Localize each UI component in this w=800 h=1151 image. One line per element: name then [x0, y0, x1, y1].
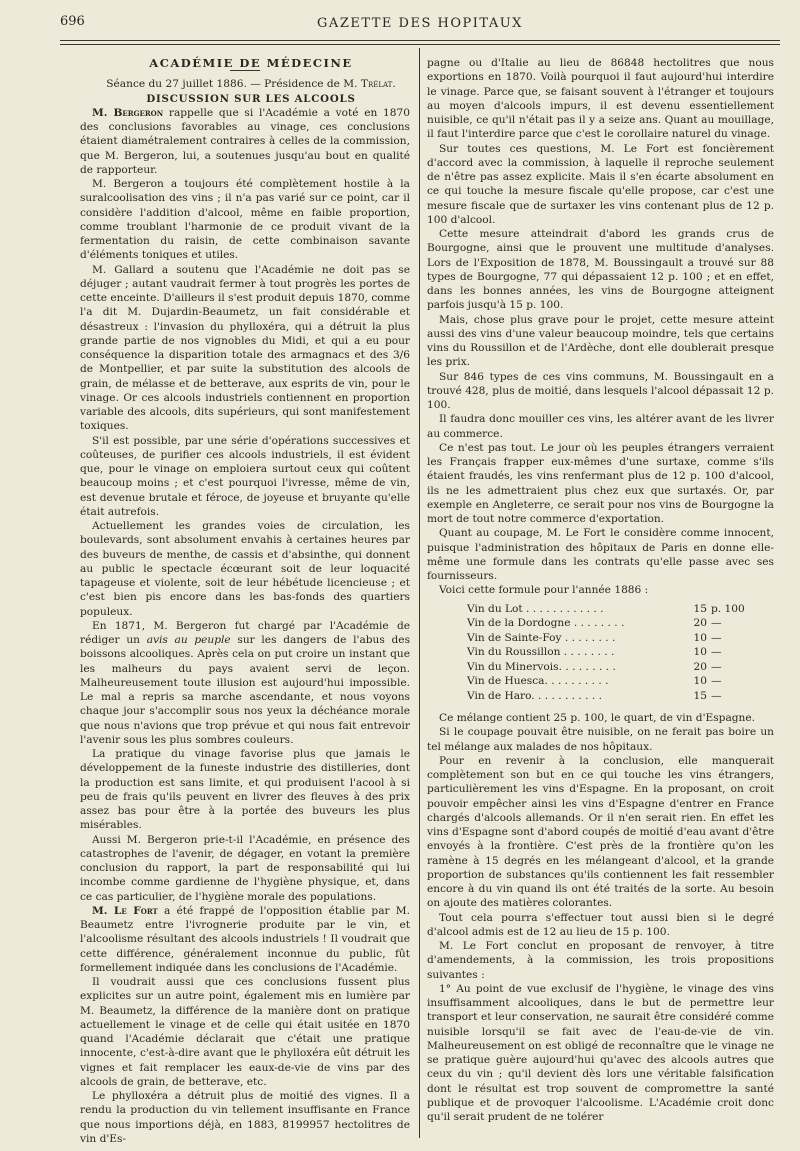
session-end: .: [392, 78, 396, 91]
header-rule-thin: [60, 44, 780, 45]
paragraph: M. Bergeron a toujours été complètement hostile à la suralcoolisation des vins ; il n'a pas varié sur ce point, car il considère l'addition d'alcool, même en faible proportion, comme troublant l'harmonie de ce produit vivant de la fermentation du raisin, de cette combinaison savante d'éléments toniques et utiles.: [80, 178, 410, 262]
paragraph: Sur 846 types de ces vins communs, M. Boussingault en a trouvé 428, plus de moitié, dans lesquels l'alcool dépassait 12 p. 100.: [427, 370, 774, 411]
running-title: GAZETTE DES HOPITAUX: [317, 16, 523, 31]
paragraph: [80, 106, 410, 177]
paragraph: Si le coupage pouvait être nuisible, on ne ferait pas boire un tel mélange aux malades de nos hôpitaux.: [427, 726, 774, 753]
wine-unit: —: [711, 660, 722, 673]
paragraph: [80, 619, 410, 747]
wine-name: Vin du Lot . . . . . . . . . . . .: [467, 602, 604, 615]
wine-unit: —: [711, 675, 722, 687]
wine-share: 10: [693, 631, 707, 644]
speaker-name: M. Bergeron: [92, 106, 164, 119]
paragraph: M. Le Fort conclut en proposant de renvoyer, à titre d'amendements, à la commission, les trois propositions suivantes :: [427, 940, 774, 981]
wine-share: 10: [693, 675, 707, 687]
discussion-title: DISCUSSION SUR LES ALCOOLS: [146, 92, 356, 105]
wine-name: Vin de Haro. . . . . . . . . . .: [467, 689, 602, 702]
paragraph: Quant au coupage, M. Le Fort le considère comme innocent, puisque l'administration des hôpitaux de Paris en donne elle-même une formule dans les contrats qu'elle passe avec ses fournisseurs.: [427, 527, 774, 582]
column-divider: [419, 48, 420, 1138]
wine-unit: —: [711, 631, 722, 644]
wine-name: Vin du Roussillon . . . . . . . .: [467, 646, 615, 658]
paragraph: Le phylloxéra a détruit plus de moitié des vignes. Il a rendu la production du vin tellement insuffisante en France que nous importions déjà, en 1883, 8199957 hectolitres de vin d'Es-: [80, 1090, 410, 1145]
wine-share: 15: [693, 602, 707, 615]
session-line: [80, 77, 410, 91]
wine-unit: p. 100: [711, 602, 745, 615]
paragraph: pagne ou d'Italie au lieu de 86848 hectolitres que nous exportions en 1870. Voilà pourquoi il faut aujourd'hui interdire le vinage. Parce que, se faisant souvent à l'étranger et toujours au moyen d'alcools impurs, il est devenu essentiellement nuisible, ce qu'il n'était pas il y a seize ans. Quant au mouillage, il faut l'interdire parce que c'est le corollaire naturel du vinage.: [427, 57, 774, 141]
table-row: [467, 616, 751, 631]
paragraph: 1° Au point de vue exclusif de l'hygiène, le vinage des vins insuffisamment alcooliques, dans le but de permettre leur transport et leur conservation, ne saurait être considéré comme nuisible lorsqu'il se fait avec de l'eau-de-vie de vin. Malheureusement on est obligé de reconnaître que le vinage ne se pratique guère aujourd'hui qu'avec des alcools autres que ceux du vin ; qu'il devient dès lors une véritable falsification dont le résultat est trop souvent de compromettre la santé publique et de provoquer l'alcoolisme. L'Académie croit donc qu'il serait prudent de ne tolérer: [427, 982, 774, 1123]
wine-share: 15: [693, 689, 707, 702]
wine-share: 20: [693, 617, 707, 629]
paragraph: Tout cela pourra s'effectuer tout aussi bien si le degré d'alcool admis est de 12 au lieu de 15 p. 100.: [427, 911, 774, 938]
wine-name: Vin du Minervois. . . . . . . . .: [467, 660, 616, 673]
wine-name: Vin de Huesca. . . . . . . . . .: [467, 675, 609, 687]
italic-text: avis au peuple: [146, 634, 231, 646]
right-column: [427, 56, 774, 1124]
paragraph: M. Gallard a soutenu que l'Académie ne doit pas se déjuger ; autant vaudrait fermer à tout progrès les portes de cette enceinte. D'ailleurs il s'est produit depuis 1870, comme l'a dit M. Dujardin-Beaumetz, un fait considérable et désastreux : l'invasion du phylloxéra, qui a détruit la plus grande partie de nos vignobles du Midi, et qui a eu pour conséquence la disparition totale des armagnacs et des 3/6 de Montpellier, et par suite la substitution des alcools de grain, de mélasse et de betterave, aux esprits de vin, pour le vinage. Or ces alcools industriels contiennent en proportion variable des alcools, dits supérieurs, qui sont manifestement toxiques.: [80, 263, 410, 433]
page-header: [60, 14, 780, 40]
title-divider: [230, 70, 260, 71]
wine-name: Vin de Sainte-Foy . . . . . . . .: [467, 631, 616, 644]
president-name: Trélat: [360, 78, 393, 91]
formula-table: [467, 602, 751, 704]
table-row: [467, 660, 751, 675]
paragraph: Ce mélange contient 25 p. 100, le quart, de vin d'Espagne.: [439, 712, 756, 724]
paragraph: Voici cette formule pour l'année 1886 :: [439, 584, 649, 597]
table-row: [467, 645, 751, 660]
page-number: 696: [60, 14, 85, 29]
wine-share: 10: [693, 646, 707, 658]
paragraph: [80, 904, 410, 975]
paragraph: Il faudra donc mouiller ces vins, les altérer avant de les livrer au commerce.: [427, 413, 774, 440]
speaker-name: M. Le Fort: [92, 904, 158, 917]
header-rule-thick: [60, 40, 780, 41]
wine-unit: —: [711, 689, 722, 702]
paragraph: Aussi M. Bergeron prie-t-il l'Académie, en présence des catastrophes de l'avenir, de dégager, en votant la première conclusion du rapport, la part de responsabilité qui lui incombe comme gardienne de l'hygiène physique, et, dans ce cas particulier, de l'hygiène morale des populations.: [80, 833, 410, 903]
wine-unit: —: [711, 646, 722, 658]
wine-unit: —: [711, 617, 722, 629]
paragraph: La pratique du vinage favorise plus que jamais le développement de la funeste industrie des distilleries, dont la production est sans limite, et qui produisent l'acool à si peu de frais qu'ils peuvent en livrer des fleuves à des prix assez bas pour être à la portée des buveurs les plus misérables.: [80, 748, 410, 832]
left-column: [80, 56, 410, 1146]
paragraph: Cette mesure atteindrait d'abord les grands crus de Bourgogne, ainsi que le prouvent une multitude d'analyses. Lors de l'Exposition de 1878, M. Boussingault a trouvé sur 88 types de Bourgogne, 77 qui dépassaient 12 p. 100 ; et en effet, dans les bonnes années, les vins de Bourgogne atteignent parfois jusqu'à 15 p. 100.: [427, 228, 774, 312]
table-row: [467, 631, 751, 646]
table-row: [467, 674, 751, 689]
paragraph: Pour en revenir à la conclusion, elle manquerait complètement son but en ce qui touche les vins étrangers, particulièrement les vins d'Espagne. En la proposant, on croit pouvoir empêcher ainsi les vins d'Espagne d'entrer en France chargés d'alcools allemands. Or il n'en serait rien. En effet les vins d'Espagne sont d'abord coupés de moitié d'eau avant d'être envoyés à la frontière. C'est près de la frontière qu'on les ramène à 15 degrés en les mélangeant d'alcool, et la grande proportion de substances qu'ils contiennent les fait ressembler encore à du vin quand ils ont été traités de la sorte. Au besoin on ajoute des matières colorantes.: [427, 754, 774, 910]
table-row: [467, 602, 751, 617]
wine-share: 20: [693, 660, 707, 673]
table-row: [467, 689, 751, 704]
wine-name: Vin de la Dordogne . . . . . . . .: [467, 617, 625, 629]
paragraph: Ce n'est pas tout. Le jour où les peuples étrangers verraient les Français frapper eux-mêmes d'une surtaxe, comme s'ils étaient fraudés, les vins renfermant plus de 12 p. 100 d'alcool, ils ne les admettraient plus chez eux que surtaxés. Or, par exemple en Angleterre, ce serait pour nos vins de Bourgogne la mort de tout notre commerce d'exportation.: [427, 441, 774, 525]
session-text: Séance du 27 juillet 1886. — Présidence de M.: [106, 78, 361, 91]
paragraph-text: a été frappé de l'opposition établie par M. Beaumetz entre l'ivrognerie produite par le vin, et l'alcoolisme résultant des alcools industriels ! Il voudrait que cette différence, généralement inconnue du public, fût formellement indiquée dans les conclusions de l'Académie.: [80, 904, 410, 974]
paragraph-text: rappelle que si l'Académie a voté en 1870 des conclusions favorables au vinage, ces conclusions étaient diamétralement contraires à celles de la commission, que M. Bergeron, lui, a soutenues jusqu'au bout en qualité de rapporteur.: [80, 106, 411, 176]
paragraph: Sur toutes ces questions, M. Le Fort est foncièrement d'accord avec la commission, à laquelle il reproche seulement de n'être pas assez explicite. Mais il s'en écarte absolument en ce qui touche la mesure fiscale qu'elle propose, car c'est une mesure fiscale que de surtaxer les vins contenant plus de 12 p. 100 d'alcool.: [427, 142, 774, 226]
paragraph: S'il est possible, par une série d'opérations successives et coûteuses, de purifier ces alcools industriels, il est évident que, pour le vinage on emploiera surtout ceux qui coûtent beaucoup moins ; et c'est pourquoi l'ivresse, même de vin, est devenue brutale et féroce, de joyeuse et bruyante qu'elle était autrefois.: [80, 434, 410, 518]
paragraph-text: En 1871, M. Bergeron fut chargé par l'Académie de rédiger un: [80, 619, 410, 646]
paragraph-text: sur les dangers de l'abus des boissons alcooliques. Après cela on put croire un instant que les malheurs du pays avaient servi de leçon. Malheureusement toute illusion est aujourd'hui impossible. Le mal a repris sa marche ascendante, et nous voyons chaque jour s'accomplir sous nos yeux la déchéance morale que nous n'avions que trop prévue et qui nous fait entrevoir l'avenir sous les plus sombres couleurs.: [80, 634, 411, 746]
paragraph: Mais, chose plus grave pour le projet, cette mesure atteint aussi des vins d'une valeur beaucoup moindre, tels que certains vins du Roussillon et de l'Ardèche, dont elle doublerait presque les prix.: [427, 313, 774, 369]
section-title: ACADÉMIE DE MÉDECINE: [149, 56, 353, 70]
paragraph: Il voudrait aussi que ces conclusions fussent plus explicites sur un autre point, également mis en lumière par M. Beaumetz, la différence de la manière dont on pratique actuellement le vinage et de celle qui était usitée en 1870 quand l'Académie déclarait que c'était une pratique innocente, c'est-à-dire avant que le phylloxéra eût détruit les vignes et fait remplacer les eaux-de-vie de vins par des alcools de grain, de betterave, etc.: [80, 976, 410, 1088]
paragraph: Actuellement les grandes voies de circulation, les boulevards, sont absolument envahis à certaines heures par des buveurs de menthe, de cassis et d'absinthe, qui donnent au public le spectacle écœurant soit de leur loquacité tapageuse et violente, soit de leur hébétude licencieuse ; et c'est bien pis encore dans les bas-fonds des quartiers populeux.: [80, 520, 410, 618]
